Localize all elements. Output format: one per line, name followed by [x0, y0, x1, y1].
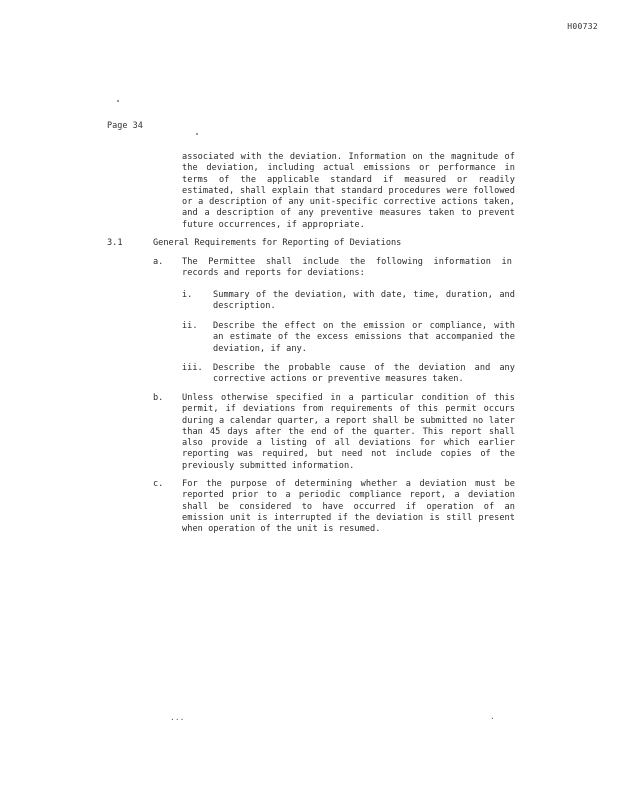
- item-b-letter: b.: [153, 393, 164, 403]
- item-c-letter: c.: [153, 479, 164, 489]
- subitem-i-text: Summary of the deviation, with date, time, duration, and description.: [213, 290, 515, 312]
- page-label: Page 34: [107, 121, 143, 131]
- subitem-ii-numeral: ii.: [182, 321, 198, 331]
- item-a-text: The Permittee shall include the following information in records and reports for deviations:: [182, 257, 512, 279]
- footer-left-mark: ...: [170, 713, 185, 722]
- section-title: General Requirements for Reporting of Deviations: [153, 238, 402, 248]
- item-b-text: Unless otherwise specified in a particular condition of this permit, if deviations from requirements of this permit occurs during a calendar quarter, a report shall be submitted no later than 45 days after the end of the quarter. This report shall also provide a listing of all deviations for which earlier reporting was required, but need not include copies of the previously submitted information.: [182, 393, 515, 471]
- footer-right-mark: .: [490, 712, 495, 721]
- item-a-letter: a.: [153, 257, 164, 267]
- subitem-i-numeral: i.: [182, 290, 193, 300]
- subitem-ii-text: Describe the effect on the emission or compliance, with an estimate of the excess emissions that accompanied the deviation, if any.: [213, 321, 515, 354]
- subitem-iii-text: Describe the probable cause of the deviation and any corrective actions or preventive measures taken.: [213, 363, 515, 385]
- scan-speck: [117, 100, 119, 102]
- document-id: H00732: [567, 22, 598, 31]
- scan-speck: [196, 133, 198, 135]
- section-number: 3.1: [107, 238, 123, 248]
- subitem-iii-numeral: iii.: [182, 363, 203, 373]
- intro-paragraph: associated with the deviation. Information on the magnitude of the deviation, including actual emissions or performance in terms of the applicable standard if measured or readily estimated, shall explain that standard procedures were followed or a description of any unit-specific corrective actions taken, and a description of any preventive measures taken to prevent future occurrences, if appropriate.: [182, 152, 515, 230]
- item-c-text: For the purpose of determining whether a deviation must be reported prior to a periodic compliance report, a deviation shall be considered to have occurred if operation of an emission unit is interrupted if the deviation is still present when operation of the unit is resumed.: [182, 479, 515, 535]
